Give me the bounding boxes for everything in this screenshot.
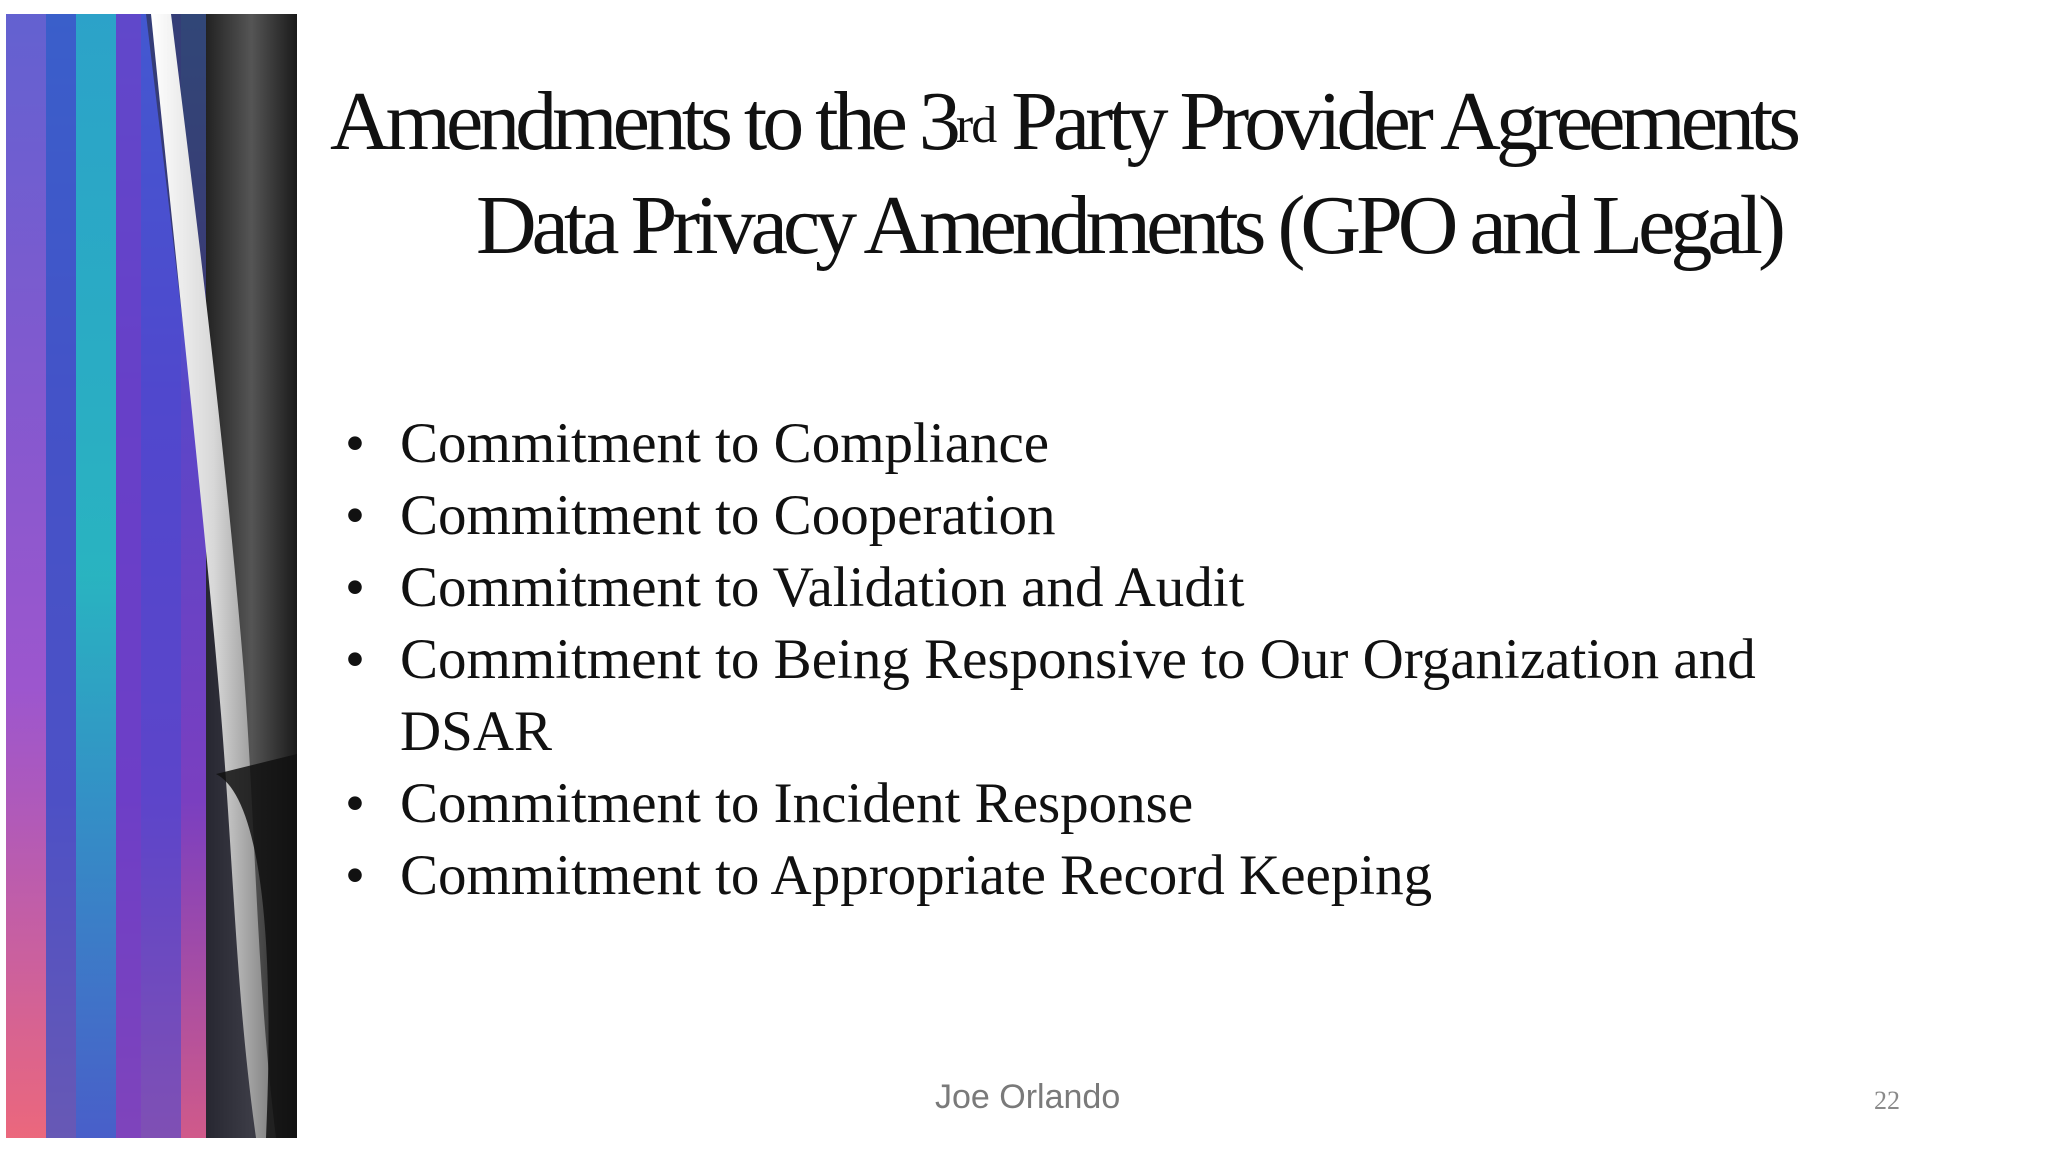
bullet-text: Commitment to Cooperation bbox=[400, 484, 1056, 547]
bullet-item bbox=[340, 408, 1900, 480]
title-superscript: rd bbox=[955, 97, 996, 154]
bullet-item bbox=[340, 840, 1900, 912]
decorative-side-image bbox=[6, 14, 297, 1138]
title-line-2: Data Privacy Amendments (GPO and Legal) bbox=[476, 179, 1781, 272]
bullet-item bbox=[340, 768, 1900, 840]
bullet-icon: • bbox=[345, 844, 365, 907]
bullet-text: Commitment to Compliance bbox=[400, 412, 1050, 475]
bullet-icon: • bbox=[345, 412, 365, 475]
bullet-list bbox=[340, 408, 1900, 912]
bullet-icon: • bbox=[345, 556, 365, 619]
bullet-text: Commitment to Appropriate Record Keeping bbox=[400, 844, 1433, 907]
bullet-icon: • bbox=[345, 772, 365, 835]
bullet-item bbox=[340, 552, 1900, 624]
bullet-icon: • bbox=[345, 628, 365, 691]
bullet-icon: • bbox=[345, 484, 365, 547]
bullet-text: Commitment to Incident Response bbox=[400, 772, 1194, 835]
page-number: 22 bbox=[1874, 1086, 1900, 1115]
bullet-item bbox=[340, 624, 1900, 768]
title-line-1 bbox=[330, 70, 1970, 174]
bullet-item bbox=[340, 480, 1900, 552]
bullet-text: Commitment to Being Responsive to Our Organization and DSAR bbox=[400, 628, 1756, 763]
slide-title bbox=[330, 70, 1970, 278]
title-line-1-end: Party Provider Agreements bbox=[995, 75, 1797, 168]
footer-author: Joe Orlando bbox=[935, 1078, 1121, 1116]
bullet-text: Commitment to Validation and Audit bbox=[400, 556, 1245, 619]
title-line-1-start: Amendments to the 3 bbox=[330, 75, 956, 168]
